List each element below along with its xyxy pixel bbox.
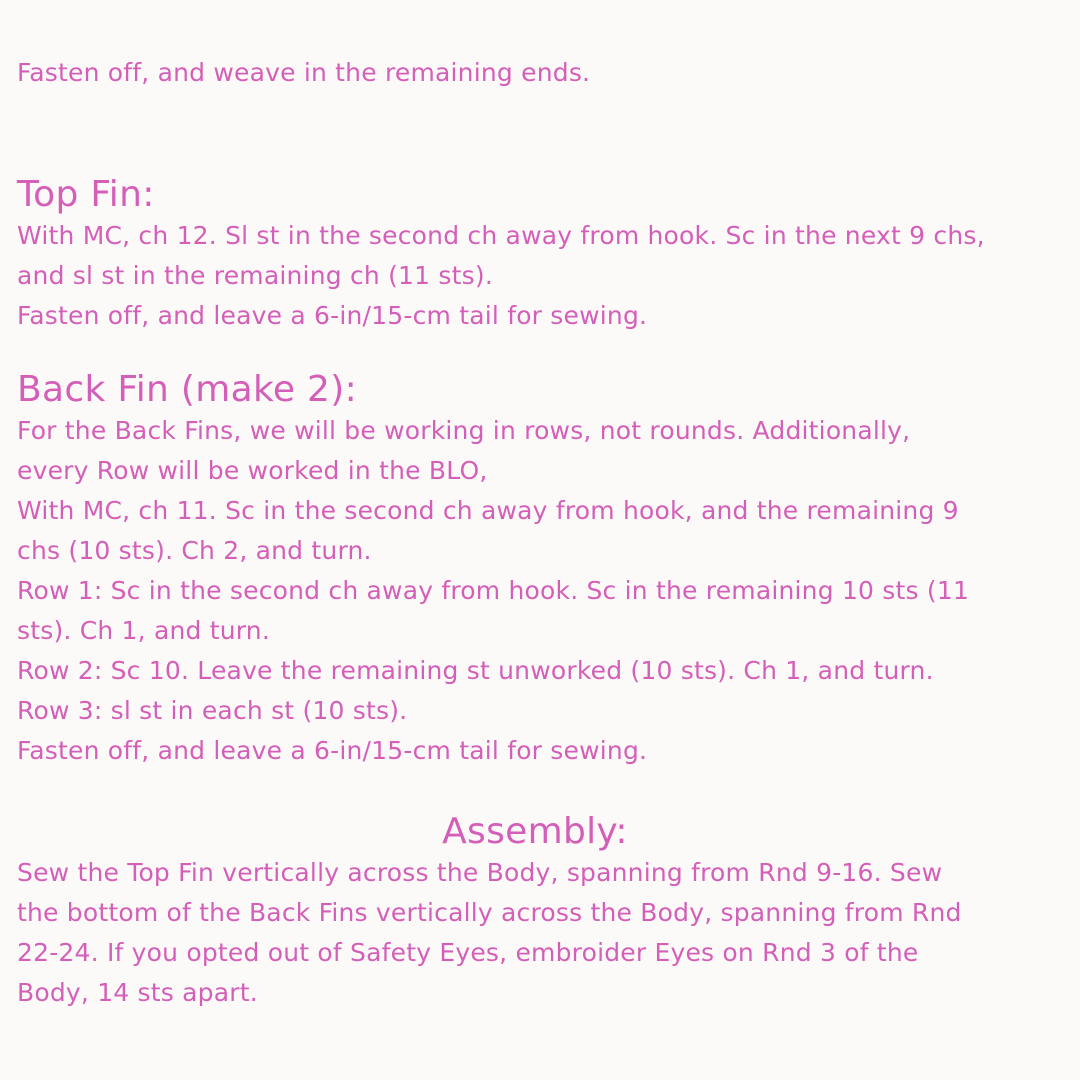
back-fin-line-4: chs (10 sts). Ch 2, and turn. — [17, 536, 372, 565]
assembly-heading: Assembly: — [442, 811, 628, 852]
assembly-line-1: Sew the Top Fin vertically across the Body, spanning from Rnd 9-16. Sew — [17, 858, 943, 887]
intro-line: Fasten off, and weave in the remaining ends. — [17, 58, 591, 87]
top-fin-line-2: and sl st in the remaining ch (11 sts). — [17, 261, 493, 290]
back-fin-line-9: Fasten off, and leave a 6-in/15-cm tail for sewing. — [17, 736, 648, 765]
top-fin-line-3: Fasten off, and leave a 6-in/15-cm tail for sewing. — [17, 301, 648, 330]
assembly-line-4: Body, 14 sts apart. — [17, 978, 258, 1007]
back-fin-line-6: sts). Ch 1, and turn. — [17, 616, 271, 645]
back-fin-line-1: For the Back Fins, we will be working in rows, not rounds. Additionally, — [17, 416, 911, 445]
back-fin-line-2: every Row will be worked in the BLO, — [17, 456, 488, 485]
back-fin-line-8: Row 3: sl st in each st (10 sts). — [17, 696, 408, 725]
assembly-line-2: the bottom of the Back Fins vertically across the Body, spanning from Rnd — [17, 898, 962, 927]
top-fin-line-1: With MC, ch 12. Sl st in the second ch away from hook. Sc in the next 9 chs, — [17, 221, 985, 250]
assembly-line-3: 22-24. If you opted out of Safety Eyes, embroider Eyes on Rnd 3 of the — [17, 938, 919, 967]
back-fin-line-7: Row 2: Sc 10. Leave the remaining st unworked (10 sts). Ch 1, and turn. — [17, 656, 934, 685]
top-fin-heading: Top Fin: — [17, 174, 155, 215]
back-fin-line-5: Row 1: Sc in the second ch away from hook. Sc in the remaining 10 sts (11 — [17, 576, 970, 605]
back-fin-heading: Back Fin (make 2): — [17, 369, 357, 410]
back-fin-line-3: With MC, ch 11. Sc in the second ch away from hook, and the remaining 9 — [17, 496, 959, 525]
